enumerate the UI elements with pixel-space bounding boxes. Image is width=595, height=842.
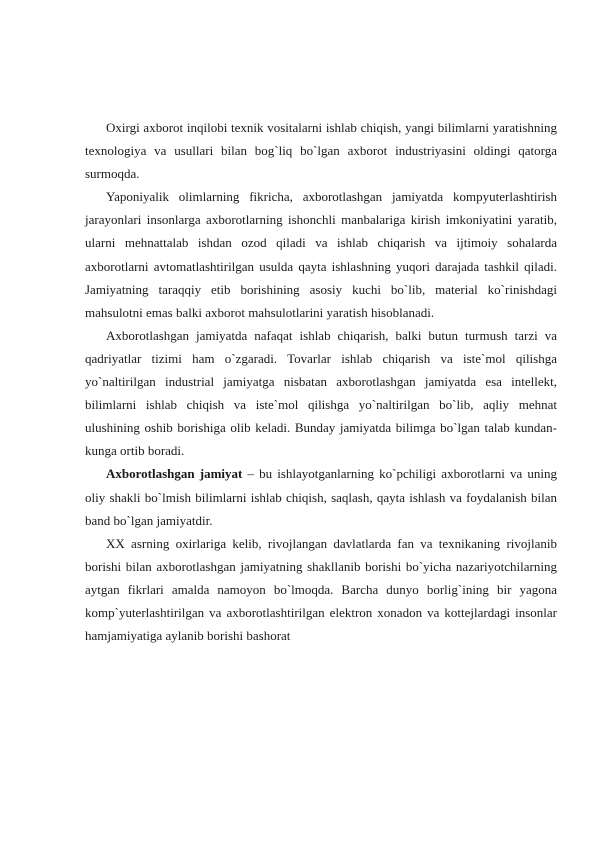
paragraph-text: Oxirgi axborot inqilobi texnik vositalarni ishlab chiqish, yangi bilimlarni yaratishning texnologiya va usullari bilan bog`liq bo`lgan axborot industriyasini oldingi qatorga surmoqda. — [85, 120, 557, 182]
paragraph-4 — [85, 462, 557, 531]
paragraph-2 — [85, 185, 557, 324]
paragraph-text: XX asrning oxirlariga kelib, rivojlangan davlatlarda fan va texnikaning rivojlanib borishi bilan axborotlashgan jamiyatning shakllanib borishi bo`yicha nazariyotchilarning aytgan fikrlari amalda namoyon bo`lmoqda. Barcha dunyo borlig`ining bir yagona komp`yuterlashtirilgan va axborotlashtirilgan elektron xonadon va kottejlardagi insonlar hamjamiyatiga aylanib borishi bashorat — [85, 535, 557, 644]
paragraph-1 — [85, 116, 557, 185]
paragraph-text: Axborotlashgan jamiyatda nafaqat ishlab chiqarish, balki butun turmush tarzi va qadriyatlar tizimi ham o`zgaradi. Tovarlar ishlab chiqarish va iste`mol qilishga yo`naltirilgan industrial jamiyatga nisbatan axborotlashgan jamiyatda esa intellekt, bilimlarni ishlab chiqish va iste`mol qilishga yo`naltirilgan bo`lib, aqliy mehnat ulushining oshib borishiga olib keladi. Bunday jamiyatda bilimga bo`lgan talab kundan-kunga ortib boradi. — [85, 327, 557, 459]
definition-term: Axborotlashgan jamiyat — [106, 466, 243, 482]
paragraph-text: – bu ishlayotganlarning ko`pchiligi axborotlarni va uning oliy shakli bo`lmish bilimlarni ishlab chiqish, saqlash, qayta ishlash va foydalanish bilan band bo`lgan jamiyatdir. — [85, 466, 557, 528]
document-page — [85, 116, 557, 647]
paragraph-3 — [85, 324, 557, 463]
paragraph-5 — [85, 532, 557, 647]
paragraph-text: Yaponiyalik olimlarning fikricha, axborotlashgan jamiyatda kompyuterlashtirish jarayonlari insonlarga axborotlarning ishonchli manbalariga kirish imkoniyatini yaratib, ularni mehnattalab ishdan ozod qiladi va ishlab chiqarish va ijtimoiy sohalarda axborotlarni avtomatlashtirilgan usulda qayta ishlashning yuqori darajada tashkil qiladi. Jamiyatning taraqqiy etib borishining asosiy kuchi bo`lib, material ko`rinishdagi mahsulotni emas balki axborot mahsulotlarini yaratish hisoblanadi. — [85, 189, 557, 320]
